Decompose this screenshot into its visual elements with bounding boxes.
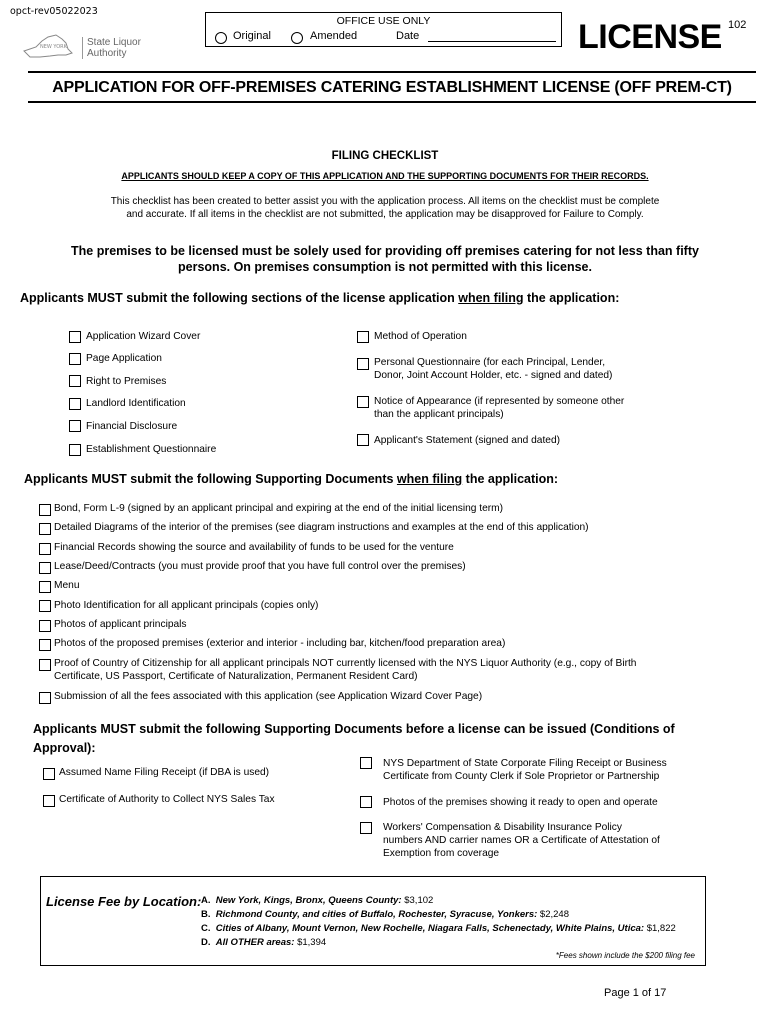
checkbox-financial-disclosure[interactable]	[69, 420, 81, 432]
fee-row	[201, 937, 326, 948]
checklist-item: Certificate from County Clerk if Sole Proprietor or Partnership	[383, 771, 660, 782]
checkbox-proof-of-citizenship[interactable]	[39, 659, 51, 671]
office-use-title: OFFICE USE ONLY	[336, 15, 431, 27]
checklist-item: Personal Questionnaire (for each Principal, Lender,	[374, 357, 606, 368]
fee-note: *Fees shown include the $200 filing fee	[555, 951, 695, 960]
page-title: APPLICATION FOR OFF-PREMISES CATERING ESTABLISHMENT LICENSE (OFF PREM-CT)	[52, 79, 732, 96]
heading-line: Approval):	[33, 741, 96, 755]
nys-sla-logo	[22, 33, 142, 63]
checklist-item: Photos of the premises showing it ready to open and operate	[383, 797, 658, 808]
license-heading: LICENSE	[578, 18, 722, 56]
checkbox-landlord-identification[interactable]	[69, 398, 81, 410]
checklist-item: Page Application	[86, 353, 162, 364]
amended-label: Amended	[310, 30, 358, 42]
checklist-item: Detailed Diagrams of the interior of the premises (see diagram instructions and examples at the end of this application)	[54, 522, 589, 533]
checklist-item: Certificate of Authority to Collect NYS Sales Tax	[59, 794, 275, 805]
page-number: Page 1 of 17	[604, 987, 667, 999]
checklist-item: Financial Records showing the source and availability of funds to be used for the venture	[54, 542, 454, 553]
checkbox-submission-of-fees[interactable]	[39, 692, 51, 704]
fee-place: Cities of Albany, Mount Vernon, New Rochelle, Niagara Falls, Schenectady, White Plains, Utica:	[215, 923, 645, 934]
checklist-item: Certificate, US Passport, Certificate of Naturalization, Permanent Resident Card)	[54, 671, 418, 682]
checklist-item: Photos of applicant principals	[54, 619, 187, 630]
logo-text-line1: State Liquor	[87, 37, 141, 48]
checklist-item: Exemption from coverage	[383, 848, 500, 859]
heading-line: Applicants MUST submit the following Supporting Documents before a license can be issued (Conditions of	[33, 722, 675, 736]
heading-underlined: when filing	[458, 291, 524, 305]
checkbox-photos-of-principals[interactable]	[39, 620, 51, 632]
section3-heading	[33, 720, 675, 758]
logo-text	[82, 37, 141, 59]
checklist-item: Applicant's Statement (signed and dated)	[374, 435, 561, 446]
fee-place: Richmond County, and cities of Buffalo, Rochester, Syracuse, Yonkers:	[215, 909, 538, 920]
amended-radio[interactable]	[291, 32, 303, 44]
fee-row	[201, 895, 433, 906]
checkbox-lease-deed-contracts[interactable]	[39, 562, 51, 574]
checklist-item: Method of Operation	[374, 331, 467, 342]
intro-text	[0, 195, 770, 221]
date-field[interactable]	[428, 41, 556, 42]
checklist-item: Bond, Form L-9 (signed by an applicant principal and expiring at the end of the initial licensing term)	[54, 503, 504, 514]
logo-text-line2: Authority	[87, 48, 127, 59]
checklist-item: Submission of all the fees associated with this application (see Application Wizard Cover Page)	[54, 691, 483, 702]
section1-heading	[20, 291, 619, 305]
checklist-item: Donor, Joint Account Holder, etc. - signed and dated)	[374, 370, 613, 381]
checkbox-workers-compensation[interactable]	[360, 822, 372, 834]
checkbox-page-application[interactable]	[69, 353, 81, 365]
license-fee-label: License Fee by Location:	[46, 894, 202, 909]
checkbox-photos-of-premises[interactable]	[39, 639, 51, 651]
intro-line: and accurate. If all items in the checklist are not submitted, the application may be disapproved for Failure to Comply.	[126, 209, 644, 220]
fee-row	[201, 923, 676, 934]
fee-letter: C.	[201, 923, 211, 934]
checkbox-applicants-statement[interactable]	[357, 434, 369, 446]
checkbox-personal-questionnaire[interactable]	[357, 358, 369, 370]
form-id: opct-rev05022023	[10, 6, 98, 17]
checklist-item: Landlord Identification	[86, 398, 186, 409]
premises-line: The premises to be licensed must be solely used for providing off premises catering for not less than fifty	[71, 244, 699, 258]
checklist-item: Application Wizard Cover	[86, 331, 201, 342]
checklist-item: Financial Disclosure	[86, 421, 178, 432]
checklist-item: Proof of Country of Citizenship for all applicant principals NOT currently licensed with the NYS Liquor Authority (e.g., copy of Birth	[54, 658, 637, 669]
fee-amount: $1,394	[297, 937, 327, 948]
checklist-item: Establishment Questionnaire	[86, 444, 217, 455]
fee-amount: $1,822	[646, 923, 676, 934]
heading-underlined: when filing	[396, 472, 463, 486]
intro-line: This checklist has been created to better assist you with the application process. All items on the checklist must be complete	[110, 196, 660, 207]
heading-text: the application:	[523, 291, 620, 305]
checkbox-detailed-diagrams[interactable]	[39, 523, 51, 535]
checklist-item: than the applicant principals)	[374, 409, 504, 420]
checkbox-photo-identification[interactable]	[39, 600, 51, 612]
office-use-box	[205, 12, 562, 47]
original-radio[interactable]	[215, 32, 227, 44]
checklist-item: Photos of the proposed premises (exterior and interior - including bar, kitchen/food preparation area)	[54, 638, 506, 649]
checklist-item: Menu	[54, 580, 80, 591]
checkbox-application-wizard-cover[interactable]	[69, 331, 81, 343]
checklist-item: Lease/Deed/Contracts (you must provide proof that you have full control over the premises)	[54, 561, 466, 572]
keep-copy-notice: APPLICANTS SHOULD KEEP A COPY OF THIS APPLICATION AND THE SUPPORTING DOCUMENTS FOR THEIR RECORDS.	[121, 171, 649, 181]
fee-letter: B.	[201, 909, 211, 920]
license-number: 102	[728, 19, 747, 31]
checkbox-right-to-premises[interactable]	[69, 375, 81, 387]
checklist-item: Assumed Name Filing Receipt (if DBA is used)	[59, 767, 270, 778]
heading-text: the application:	[462, 472, 559, 486]
checkbox-financial-records[interactable]	[39, 543, 51, 555]
checkbox-establishment-questionnaire[interactable]	[69, 444, 81, 456]
heading-text: Applicants MUST submit the following Supporting Documents	[24, 472, 397, 486]
fee-letter: D.	[201, 937, 211, 948]
fee-place: All OTHER areas:	[215, 937, 295, 948]
checklist-item: Workers' Compensation & Disability Insurance Policy	[383, 822, 622, 833]
checkbox-method-of-operation[interactable]	[357, 331, 369, 343]
new-york-state-map-icon	[22, 33, 78, 59]
premises-line: persons. On premises consumption is not permitted with this license.	[178, 260, 592, 274]
fee-place: New York, Kings, Bronx, Queens County:	[215, 895, 402, 906]
original-label: Original	[233, 30, 271, 42]
checkbox-certificate-of-authority[interactable]	[43, 795, 55, 807]
premises-notice	[0, 243, 770, 275]
svg-text:NEW YORK: NEW YORK	[40, 44, 67, 50]
checklist-item: numbers AND carrier names OR a Certificate of Attestation of	[383, 835, 660, 846]
date-label: Date	[396, 30, 420, 42]
fee-row	[201, 909, 569, 920]
fee-letter: A.	[201, 895, 211, 906]
section2-heading	[24, 472, 558, 486]
checkbox-photos-ready-to-open[interactable]	[360, 796, 372, 808]
checkbox-nys-corporate-filing[interactable]	[360, 757, 372, 769]
title-bar	[28, 71, 756, 103]
fee-amount: $2,248	[539, 909, 569, 920]
checkbox-assumed-name-filing[interactable]	[43, 768, 55, 780]
checkbox-notice-of-appearance[interactable]	[357, 396, 369, 408]
checklist-item: Notice of Appearance (if represented by someone other	[374, 396, 625, 407]
checklist-item: NYS Department of State Corporate Filing Receipt or Business	[383, 758, 667, 769]
checklist-item: Right to Premises	[86, 376, 167, 387]
checkbox-bond[interactable]	[39, 504, 51, 516]
filing-checklist-heading: FILING CHECKLIST	[331, 150, 439, 162]
heading-text: Applicants MUST submit the following sections of the license application	[20, 291, 459, 305]
fee-amount: $3,102	[404, 895, 434, 906]
checkbox-menu[interactable]	[39, 581, 51, 593]
license-fee-box	[40, 876, 706, 966]
checklist-item: Photo Identification for all applicant principals (copies only)	[54, 600, 319, 611]
